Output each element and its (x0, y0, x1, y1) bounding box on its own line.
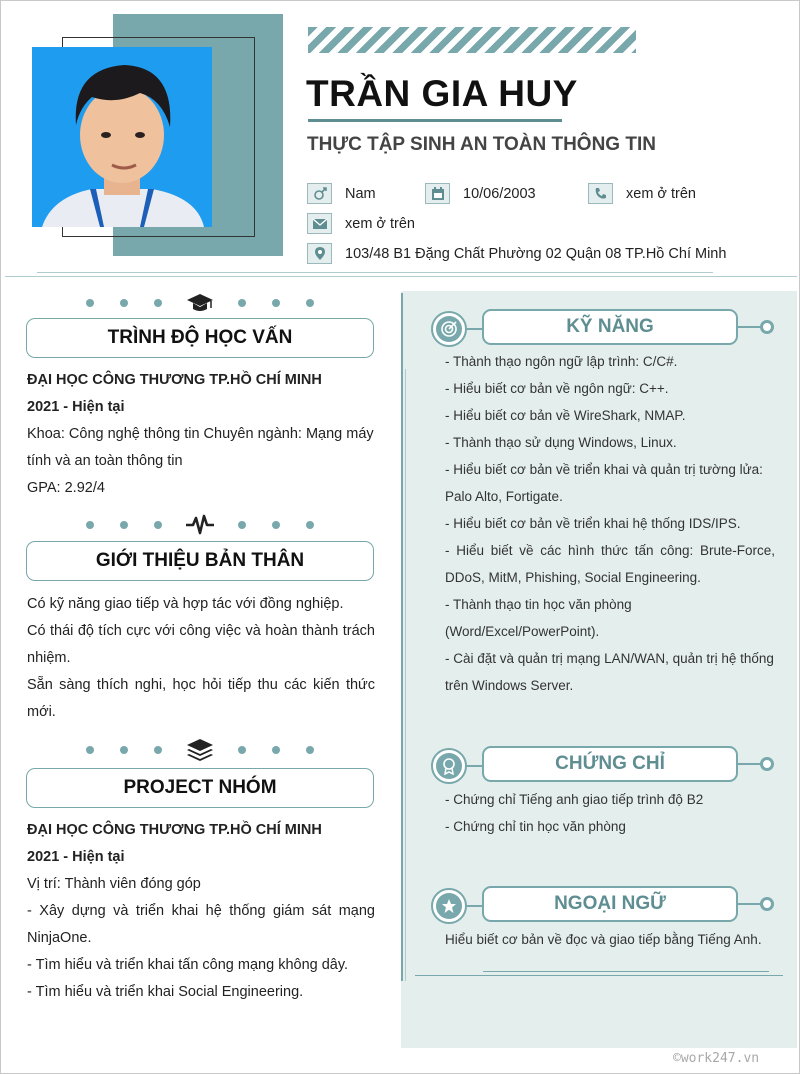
education-period: 2021 - Hiện tại (27, 399, 125, 415)
education-heading: TRÌNH ĐỘ HỌC VẤN (26, 318, 374, 358)
layers-icon (185, 738, 215, 762)
gender-icon (307, 183, 332, 204)
name-underline (308, 119, 562, 122)
skill-item: - Hiểu biết cơ bản về WireShark, NMAP. (445, 408, 686, 423)
about-line: Sẵn sàng thích nghi, học hỏi tiếp thu các kiến thức mới. (27, 677, 375, 720)
star-icon (431, 888, 467, 924)
project-task: - Xây dựng và triển khai hệ thống giám sát mạng NinjaOne. (27, 903, 375, 946)
phone-value: xem ở trên (626, 185, 696, 202)
about-line: Có thái độ tích cực với công việc và hoàn thành trách nhiệm. (27, 623, 375, 666)
education-school: ĐẠI HỌC CÔNG THƯƠNG TP.HỒ CHÍ MINH (27, 372, 322, 388)
birthday-value: 10/06/2003 (463, 185, 536, 202)
skills-heading: KỸ NĂNG (482, 309, 738, 345)
skill-item: - Thành thạo ngôn ngữ lập trình: C/C#. (445, 354, 678, 369)
target-icon (431, 311, 467, 347)
project-ornament (26, 738, 374, 762)
right-bottom-line (415, 975, 783, 976)
education-gpa: GPA: 2.92/4 (27, 480, 105, 496)
languages-heading: NGOẠI NGỮ (482, 886, 738, 922)
phone-info (588, 183, 696, 204)
about-content (27, 591, 375, 726)
profile-photo (32, 47, 212, 227)
certificates-heading: CHỨNG CHỈ (482, 746, 738, 782)
address-value: 103/48 B1 Đặng Chất Phường 02 Quận 08 TP.Hồ Chí Minh (345, 245, 727, 262)
certificate-item: - Chứng chỉ Tiếng anh giao tiếp trình độ B2 (445, 792, 704, 807)
job-title: THỰC TẬP SINH AN TOÀN THÔNG TIN (307, 134, 656, 155)
skills-header (431, 309, 776, 349)
project-org: ĐẠI HỌC CÔNG THƯƠNG TP.HỒ CHÍ MINH (27, 822, 322, 838)
education-major: Khoa: Công nghệ thông tin Chuyên ngành: Mạng máy tính và an toàn thông tin (27, 426, 374, 469)
project-task: - Tìm hiểu và triển khai Social Engineering. (27, 984, 304, 1000)
award-icon (431, 748, 467, 784)
header-divider-inner (37, 272, 713, 273)
right-panel-border (401, 293, 403, 981)
right-panel-inner-line (405, 369, 406, 981)
skill-item: - Hiểu biết cơ bản về ngôn ngữ: C++. (445, 381, 669, 396)
certificates-list (445, 786, 775, 840)
phone-icon (588, 183, 613, 204)
email-value: xem ở trên (345, 215, 415, 232)
decorative-stripe-bar (308, 27, 636, 53)
project-role: Vị trí: Thành viên đóng góp (27, 876, 201, 892)
about-heading: GIỚI THIỆU BẢN THÂN (26, 541, 374, 581)
skill-item: - Hiểu biết cơ bản về triển khai và quản trị tường lửa: Palo Alto, Fortigate. (445, 462, 763, 504)
project-content (27, 817, 375, 1006)
mail-icon (307, 213, 332, 234)
skill-item: - Hiểu biết cơ bản về triển khai hệ thống IDS/IPS. (445, 516, 741, 531)
email-info (307, 213, 415, 234)
languages-text: Hiểu biết cơ bản về đọc và giao tiếp bằng Tiếng Anh. (445, 932, 762, 947)
location-pin-icon (307, 243, 332, 264)
education-content (27, 367, 375, 502)
header-divider (5, 276, 797, 277)
certificates-header (431, 746, 776, 786)
gender-info (307, 183, 376, 204)
skill-item: - Thành thạo tin học văn phòng (Word/Excel/PowerPoint). (445, 597, 632, 639)
candidate-name: TRẦN GIA HUY (306, 73, 578, 114)
certificate-item: - Chứng chỉ tin học văn phòng (445, 819, 626, 834)
about-ornament (26, 513, 374, 537)
gender-value: Nam (345, 185, 376, 202)
calendar-icon (425, 183, 450, 204)
birthday-info (425, 183, 536, 204)
watermark: ©work247.vn (673, 1051, 760, 1066)
skills-list (445, 348, 775, 699)
project-period: 2021 - Hiện tại (27, 849, 125, 865)
skill-item: - Cài đặt và quản trị mạng LAN/WAN, quản trị hệ thống trên Windows Server. (445, 651, 774, 693)
skill-item: - Thành thạo sử dụng Windows, Linux. (445, 435, 677, 450)
graduation-cap-icon (185, 291, 215, 315)
education-ornament (26, 291, 374, 315)
address-info (307, 243, 726, 264)
heartbeat-icon (185, 513, 215, 537)
languages-content (445, 926, 775, 953)
skill-item: - Hiểu biết về các hình thức tấn công: Brute-Force, DDoS, MitM, Phishing, Social Engineering. (445, 543, 775, 585)
languages-header (431, 886, 776, 926)
project-task: - Tìm hiểu và triển khai tấn công mạng không dây. (27, 957, 349, 973)
right-bottom-line-inner (483, 971, 769, 972)
project-heading: PROJECT NHÓM (26, 768, 374, 808)
about-line: Có kỹ năng giao tiếp và hợp tác với đồng nghiệp. (27, 596, 344, 612)
